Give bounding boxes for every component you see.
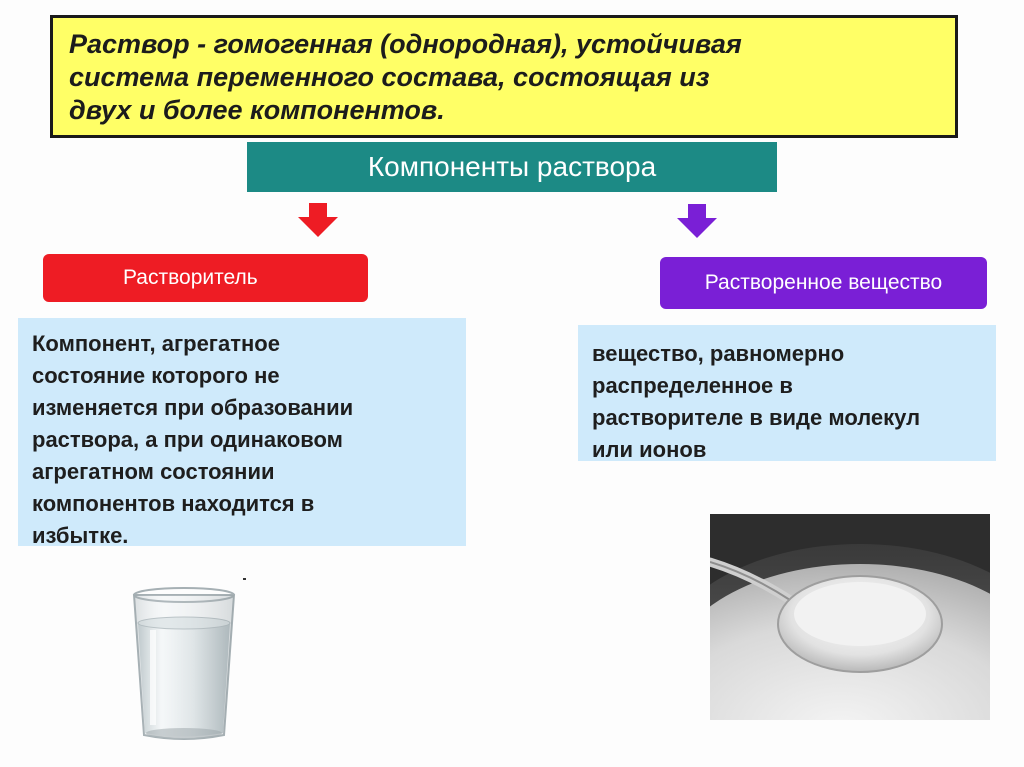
- solute-line: распределенное в: [592, 373, 793, 398]
- solvent-line: агрегатном состоянии: [32, 459, 275, 484]
- solute-description: [578, 325, 996, 461]
- down-arrow-icon: [677, 204, 717, 238]
- solvent-line: компонентов находится в: [32, 491, 315, 516]
- stray-dot: [243, 578, 246, 580]
- solute-line: растворителе в виде молекул: [592, 405, 921, 430]
- solvent-description: [18, 318, 466, 546]
- solvent-line: раствора, а при одинаковом: [32, 427, 343, 452]
- solute-line: или ионов: [592, 437, 707, 462]
- solvent-line: избытке.: [32, 523, 129, 548]
- solvent-line: изменяется при образовании: [32, 395, 354, 420]
- solvent-line: Компонент, агрегатное: [32, 331, 280, 356]
- solvent-label: Растворитель: [43, 254, 368, 302]
- definition-line: двух и более компонентов.: [69, 95, 445, 125]
- definition-line: система переменного состава, состоящая из: [69, 62, 710, 92]
- solute-label: Растворенное вещество: [660, 257, 987, 309]
- down-arrow-icon: [298, 203, 338, 237]
- components-header: Компоненты раствора: [247, 142, 777, 192]
- sugar-spoon-image: [710, 514, 990, 720]
- solvent-line: состояние которого не: [32, 363, 280, 388]
- definition-box: [50, 15, 958, 138]
- solute-line: вещество, равномерно: [592, 341, 845, 366]
- definition-line: Раствор - гомогенная (однородная), устойчивая: [69, 29, 742, 59]
- water-glass-image: [128, 585, 240, 745]
